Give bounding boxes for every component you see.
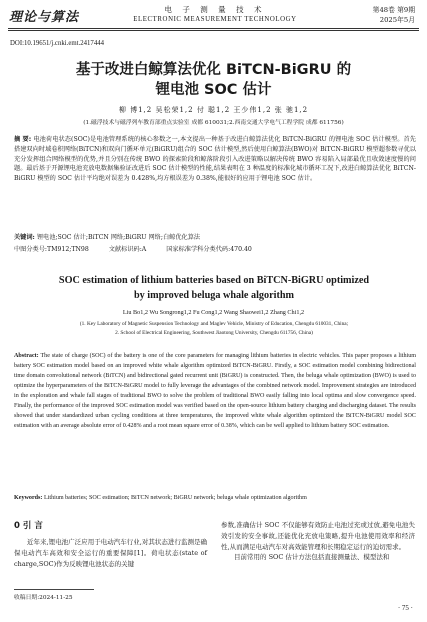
- received-date: 收稿日期:2024-11-25: [14, 595, 73, 601]
- affiliation-cn: (1.磁浮技术与磁浮列车教育部重点实验室 成都 610031;2.西南交通大学电气工程学院 成都 611756): [83, 120, 344, 126]
- abstract-cn: [14, 135, 416, 184]
- affiliation-en-1: (1. Key Laboratory of Magnetic Suspension Technology and Maglev Vehicle, Ministry of Education, Chengdu 610031, China;: [79, 321, 349, 327]
- doi[interactable]: DOI:10.19651/j.cnki.emt.2417444: [10, 40, 105, 47]
- keywords-cn-text: 锂电池;SOC 估计;BiTCN 网络;BiGRU 网络;白鲸优化算法: [36, 234, 201, 241]
- header-rule-thin: [8, 30, 419, 31]
- volume-issue: 第48卷 第9期: [372, 6, 415, 14]
- affiliation-en: [14, 320, 414, 337]
- affiliation-en-2: 2. School of Electrical Engineering, Southwest Jiaotong University, Chengdu 611756, China): [115, 329, 313, 336]
- keywords-cn: [14, 233, 416, 243]
- authors-en: Liu Bo1,2 Wu Songrong1,2 Fu Cong1,2 Wang Shaowei1,2 Zhang Chi1,2: [122, 309, 305, 316]
- title-cn-line-2: 锂电池 SOC 估计: [155, 82, 272, 98]
- paper-title-cn: [0, 60, 427, 100]
- keywords-en-label: Keywords:: [14, 495, 43, 501]
- intro-paragraph-2: 目前常用的 SOC 估计方法包括直接测量法、模型法和: [234, 553, 390, 562]
- page-number: · 75 ·: [397, 604, 413, 612]
- header-rule: [8, 28, 419, 29]
- journal-header: [0, 0, 427, 30]
- intro-left-column: [14, 537, 207, 569]
- section-name: 理论与算法: [9, 9, 80, 24]
- issue-info: [373, 5, 415, 25]
- journal-name: [130, 5, 300, 25]
- subject-code: 国家标准学科分类代码:470.40: [166, 246, 252, 253]
- abstract-en: [14, 351, 416, 431]
- title-cn-line-1: 基于改进白鲸算法优化 BiTCN-BiGRU 的: [75, 62, 352, 78]
- section-heading-introduction: 0 引 言: [14, 521, 43, 531]
- document-code: 文献标识码:A: [108, 246, 147, 253]
- intro-paragraph-1-continued: 参数,准确估计 SOC 不仅能够有效防止电池过充或过放,避免电池失效引发的安全事故,还能优化充放电策略,提升电池使用效率和经济性,从而满足电动汽车对高效能管理和长期稳定运行的迫切需求。: [221, 521, 415, 551]
- issue-date: 2025年5月: [379, 16, 415, 24]
- keywords-en: [14, 493, 416, 503]
- abstract-en-label: Abstract:: [14, 353, 39, 359]
- journal-name-en: ELECTRONIC MEASUREMENT TECHNOLOGY: [133, 16, 297, 23]
- classification-row: [14, 245, 416, 255]
- footnote-rule: [14, 589, 94, 590]
- intro-paragraph-1: 近年来,锂电池广泛应用于电动汽车行业,对其状态进行监测是确保电动汽车高效和安全运行的重要保障[1]。荷电状态(state of charge,SOC)作为反映锂电池状态的关键: [14, 538, 207, 568]
- keywords-cn-label: 关键词:: [14, 234, 35, 241]
- keywords-en-text: Lithium batteries; SOC estimation; BiTCN network; BiGRU network; beluga whale optimization algorithm: [43, 495, 307, 501]
- abstract-en-text: The state of charge (SOC) of the battery is one of the core parameters for managing lithium batteries in electric vehicles. This paper proposes a lithium battery SOC estimation model based on an improved white whale algorithm optimized BiTCN-BiGRU. Firstly, a SOC estimation model combining bidirectional time domain convolutional network (BiTCN) and bidirectional gated recurrent unit (BiGRU) is constructed. Then, the beluga whale optimization (BWO) is used to optimize the hyperparameters of the BiTCN-BiGRU model to fully leverage the advantages of the combined network model. Improvement strategies are introduced in the exploration and whale fall stages of traditional BWO to solve the problem of traditional BWO easily falling into local optima and slow convergence speed. Finally, the performance of the improved SOC estimation model was verified based on the open-source lithium battery charging and discharging dataset. The results showed that under standardized urban cycling conditions at three temperatures, the improved white whale algorithm optimized the BiTCN-BiGRU model SOC estimation with an average absolute error of 0.428% and a root mean square error of 0.38%, which can be well applied to lithium battery SOC estimation.: [14, 353, 416, 429]
- abstract-cn-text: 电池荷电状态(SOC)是电池管理系统的核心参数之一,本文提出一种基于改进白鲸算法优化 BiTCN-BiGRU 的锂电池 SOC 估计模型。首先搭建双向时域卷积网络(BiTCN)和双向门循环单元(BiGRU)组合的 SOC 估计模型,然后使用白鲸算法(BWO)对 BiTCN-BiGRU 模型超参数寻优以充分发挥组合网络模型的优势,并且分别在传统 BWO 的探索阶段和鲸落阶段引入改进策略以解决传统 BWO 容易陷入局部最优且收敛速度慢的问题。最后基于开源锂电池充放电数据集验证改进后 SOC 估计模型的性能,结果表明在 3 种温度的标准化城市循环工况下,改进白鲸算法优化 BiTCN-BiGRU 模型的 SOC 估计平均绝对误差为 0.428%,均方根误差为 0.38%,能很好的应用于锂电池 SOC 估计。: [14, 136, 416, 183]
- abstract-cn-label: 摘 要:: [14, 136, 32, 143]
- title-en-line-2: by improved beluga whale algorithm: [134, 290, 294, 301]
- authors-cn: 柳 博1,2 吴松荣1,2 付 聪1,2 王少伟1,2 张 驰1,2: [118, 106, 309, 114]
- clc-number: 中图分类号:TM912;TN98: [14, 246, 89, 253]
- title-en-line-1: SOC estimation of lithium batteries based on BiTCN-BiGRU optimized: [58, 275, 370, 286]
- journal-name-cn: 电 子 测 量 技 术: [164, 5, 266, 14]
- paper-title-en: [18, 273, 410, 303]
- intro-right-column: [221, 520, 415, 563]
